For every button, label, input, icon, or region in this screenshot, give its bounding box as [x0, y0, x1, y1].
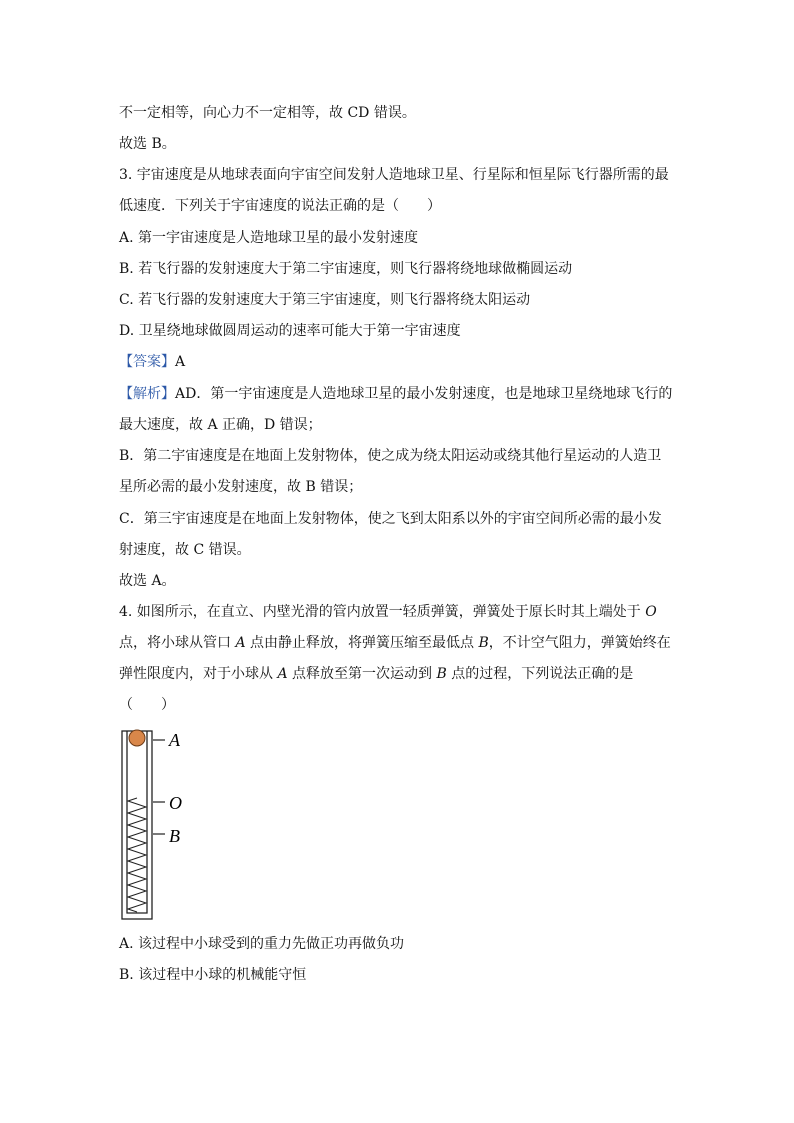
analysis-text: B．第二宇宙速度是在地面上发射物体，使之成为绕太阳运动或绕其他行星运动的人造卫 [119, 448, 662, 464]
question-4-stem [119, 633, 671, 653]
option-a: A. 该过程中小球受到的重力先做正功再做负功 [119, 936, 405, 952]
stem-text: 点，将小球从管口 [119, 635, 236, 651]
analysis-text: AD．第一宇宙速度是人造地球卫星的最小发射速度，也是地球卫星绕地球飞行的 [175, 386, 673, 402]
stem-text: 点由静止释放，将弹簧压缩至最低点 [245, 635, 479, 651]
analysis-text: 星所必需的最小发射速度，故 B 错误； [119, 479, 363, 495]
answer-value: A [175, 354, 186, 370]
point-a-ref: A [277, 666, 288, 682]
question-3-stem: 3. 宇宙速度是从地球表面向宇宙空间发射人造地球卫星、行星际和恒星际飞行器所需的最 [119, 167, 669, 183]
text-line: 故选 B。 [119, 136, 176, 152]
option-c: C. 若飞行器的发射速度大于第三宇宙速度，则飞行器将绕太阳运动 [119, 292, 531, 308]
select-answer: 故选 A。 [119, 573, 176, 589]
question-4-stem [119, 664, 633, 684]
question-4-bracket: （ ） [119, 697, 175, 713]
question-4-stem [119, 602, 657, 622]
answer-label: 【答案】 [119, 354, 175, 370]
stem-text: 点释放至第一次运动到 [287, 666, 437, 682]
question-3-stem: 低速度．下列关于宇宙速度的说法正确的是（ ） [119, 198, 441, 214]
option-b: B. 若飞行器的发射速度大于第二宇宙速度，则飞行器将绕地球做椭圆运动 [119, 261, 573, 277]
option-d: D. 卫星绕地球做圆周运动的速率可能大于第一宇宙速度 [119, 323, 461, 339]
text-line: 不一定相等，向心力不一定相等，故 CD 错误。 [119, 105, 416, 121]
analysis-label: 【解析】 [119, 386, 175, 402]
analysis-line [119, 384, 672, 404]
label-b: B [169, 826, 180, 846]
answer-line [119, 352, 185, 372]
option-a: A. 第一宇宙速度是人造地球卫星的最小发射速度 [119, 230, 419, 246]
point-b-ref: B [478, 635, 489, 651]
point-b-ref: B [436, 666, 447, 682]
ball [129, 730, 145, 746]
option-b: B. 该过程中小球的机械能守恒 [119, 967, 307, 983]
analysis-text: 射速度，故 C 错误。 [119, 542, 251, 558]
point-o-ref: O [645, 604, 657, 620]
tube-spring-figure [115, 725, 205, 925]
stem-text: 弹性限度内，对于小球从 [119, 666, 278, 682]
label-a: A [169, 730, 180, 750]
stem-text: 4. 如图所示，在直立、内壁光滑的管内放置一轻质弹簧，弹簧处于原长时其上端处于 [119, 604, 646, 620]
stem-text: 点的过程，下列说法正确的是 [446, 666, 634, 682]
analysis-text: C．第三宇宙速度是在地面上发射物体，使之飞到太阳系以外的宇宙空间所必需的最小发 [119, 511, 662, 527]
point-a-ref: A [235, 635, 246, 651]
spring [128, 798, 146, 912]
stem-text: ，不计空气阻力，弹簧始终在 [488, 635, 671, 651]
analysis-text: 最大速度，故 A 正确，D 错误； [119, 417, 322, 433]
label-o: O [169, 793, 182, 813]
